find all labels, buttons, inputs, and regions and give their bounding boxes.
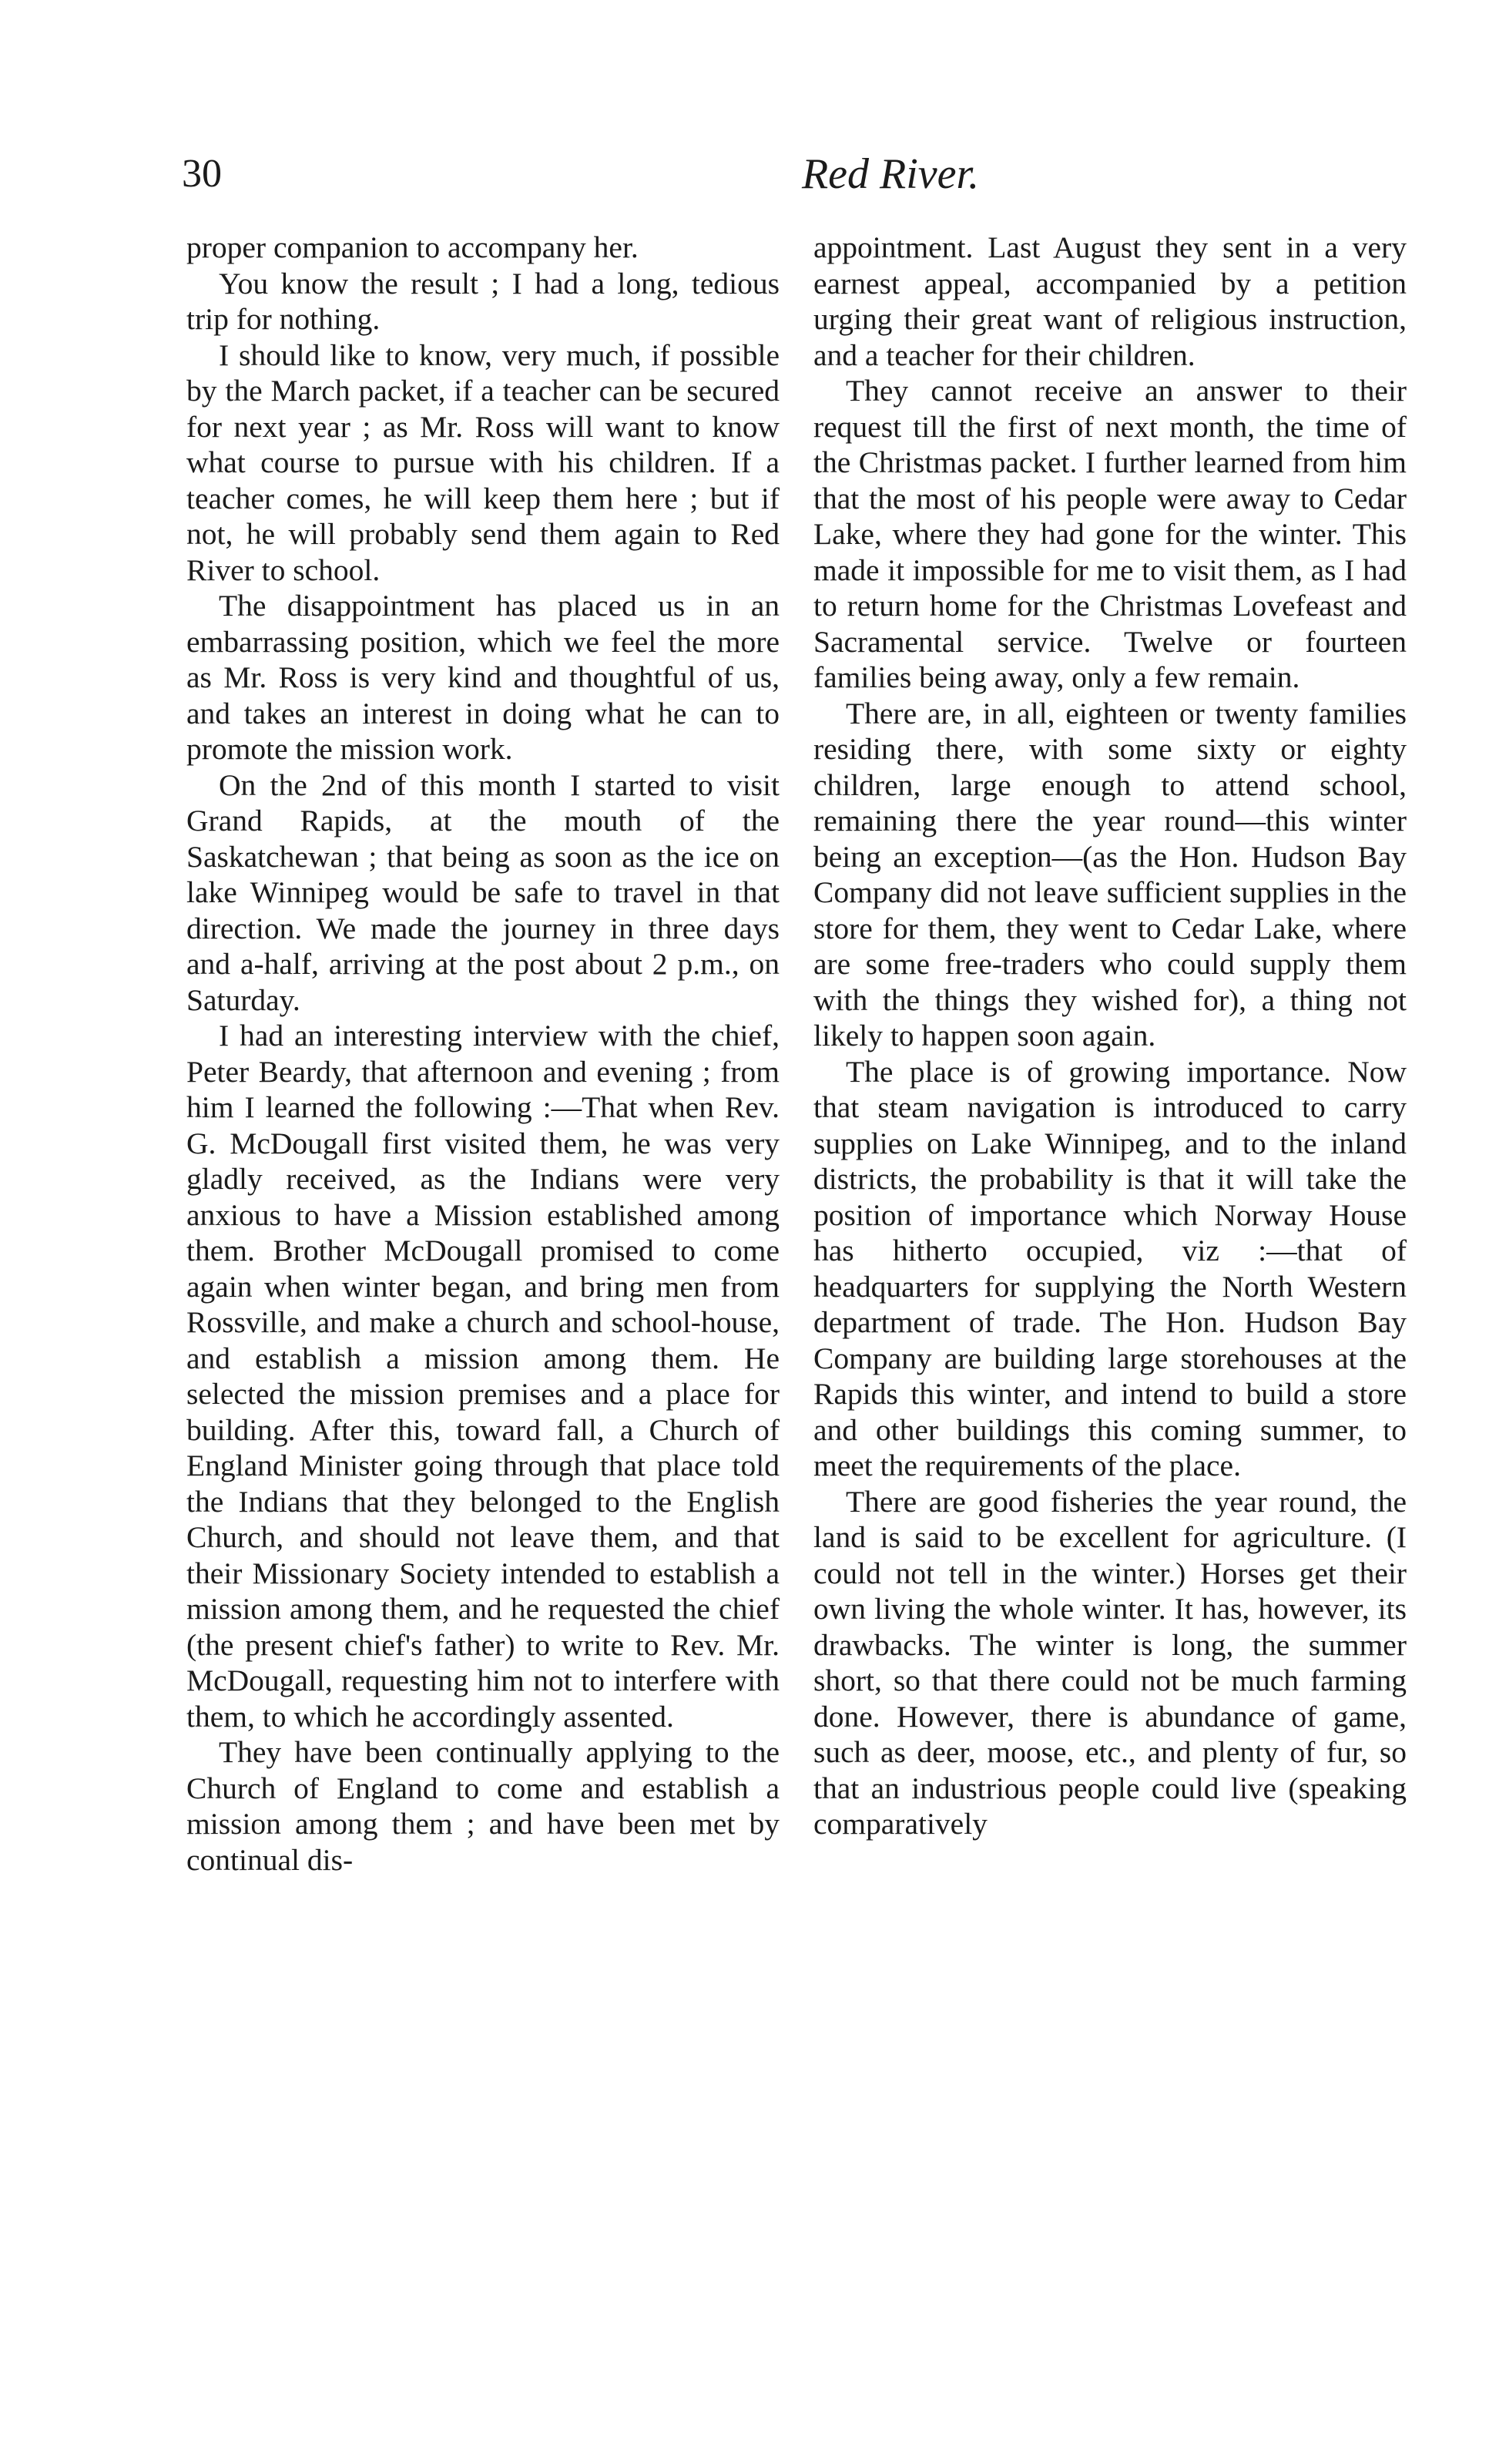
- paragraph: You know the result ; I had a long, tedious trip for nothing.: [186, 266, 780, 336]
- paragraph: appointment. Last August they sent in a very earnest appeal, accompanied by a petition urging their great want of religious instruction, and a teacher for their children.: [813, 230, 1407, 372]
- paragraph: There are, in all, eighteen or twenty families residing there, with some sixty or eighty children, large enough to attend school, remaining there the year round—this winter being an exception—(as the Hon. Hudson Bay Company did not leave sufficient supplies in the store for them, they went to Cedar Lake, where are some free-traders who could supply them with the things they wished for), a thing not likely to happen soon again.: [813, 696, 1407, 1052]
- running-head: Red River.: [801, 150, 980, 198]
- paragraph: proper companion to accompany her.: [186, 230, 639, 264]
- paragraph: They have been continually applying to the Church of England to come and establish a mission among them ; and have been met by continual dis-: [186, 1735, 780, 1877]
- paragraph: There are good fisheries the year round, the land is said to be excellent for agriculture. (I could not tell in the winter.) Horses get their own living the whole winter. It has, however, its drawbacks. The winter is long, the summer short, so that there could not be much farming done. However, there is abundance of game, such as deer, moose, etc., and plenty of fur, so that an industrious people could live (speaking comparatively: [813, 1484, 1407, 1841]
- left-column: [186, 230, 780, 1878]
- paragraph: I should like to know, very much, if possible by the March packet, if a teacher can be secured for next year ; as Mr. Ross will want to know what course to pursue with his children. If a teacher comes, he will keep them here ; but if not, he will probably send them again to Red River to school.: [186, 337, 780, 587]
- page-header: [182, 151, 1414, 213]
- paragraph: I had an interesting interview with the chief, Peter Beardy, that afternoon and evening ; from him I learned the following :—That when Rev. G. McDougall first visited them, he was very gladly received, as the Indians were very anxious to have a Mission established among them. Brother McDougall promised to come again when winter began, and bring men from Rossville, and make a church and school-house, and establish a mission among them. He selected the mission premises and a place for building. After this, toward fall, a Church of England Minister going through that place told the Indians that they belonged to the English Church, and should not leave them, and that their Missionary Society intended to establish a mission among them, and he requested the chief (the present chief's father) to write to Rev. Mr. McDougall, requesting him not to interfere with them, to which he accordingly assented.: [186, 1019, 780, 1734]
- page-number: 30: [182, 152, 222, 196]
- paragraph: They cannot receive an answer to their request till the first of next month, the time of the Christmas packet. I further learned from him that the most of his people were away to Cedar Lake, where they had gone for the winter. This made it impossible for me to visit them, as I had to return home for the Christmas Lovefeast and Sacramental service. Twelve or fourteen families being away, only a few remain.: [813, 374, 1407, 694]
- paragraph: The place is of growing importance. Now that steam navigation is introduced to carry supplies on Lake Winnipeg, and to the inland districts, the probability is that it will take the position of importance which Norway House has hitherto occupied, viz :—that of headquarters for supplying the North Western department of trade. The Hon. Hudson Bay Company are building large storehouses at the Rapids this winter, and intend to build a store and other buildings this coming summer, to meet the requirements of the place.: [813, 1054, 1407, 1482]
- paragraph: On the 2nd of this month I started to visit Grand Rapids, at the mouth of the Saskatchewan ; that being as soon as the ice on lake Winnipeg would be safe to travel in that direction. We made the journey in three days and a-half, arriving at the post about 2 p.m., on Saturday.: [186, 767, 780, 1017]
- paragraph: The disappointment has placed us in an embarrassing position, which we feel the more as Mr. Ross is very kind and thoughtful of us, and takes an interest in doing what he can to promote the mission work.: [186, 589, 780, 766]
- right-column: [813, 230, 1407, 1842]
